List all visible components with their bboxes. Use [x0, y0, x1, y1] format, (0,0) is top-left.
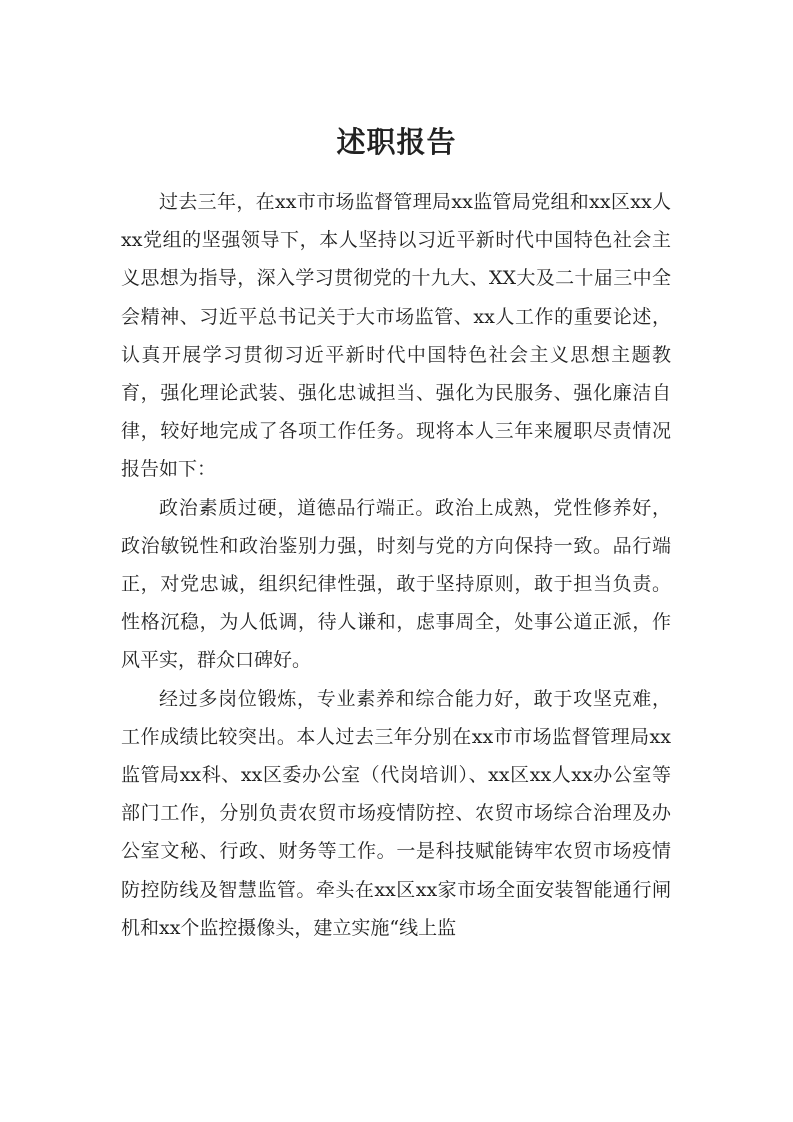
paragraph-work-experience: 经过多岗位锻炼，专业素养和综合能力好，敢于攻坚克难，工作成绩比较突出。本人过去三年分别在xx市市场监督管理局xx监管局xx科、xx区委办公室（代岗培训）、xx区xx人xx办公室等部门工作，分别负责农贸市场疫情防控、农贸市场综合治理及办公室文秘、行政、财务等工作。一是科技赋能铸牢农贸市场疫情防控防线及智慧监管。牵头在xx区xx家市场全面安装智能通行闸机和xx个监控摄像头，建立实施“线上监	[121, 687, 671, 939]
paragraph-political-quality: 政治素质过硬，道德品行端正。政治上成熟，党性修养好，政治敏锐性和政治鉴别力强，时刻与党的方向保持一致。品行端正，对党忠诚，组织纪律性强，敢于坚持原则，敢于担当负责。性格沉稳，为人低调，待人谦和，虑事周全，处事公道正派，作风平实，群众口碑好。	[121, 496, 671, 672]
document-body	[121, 183, 671, 947]
paragraph-intro: 过去三年，在xx市市场监督管理局xx监管局党组和xx区xx人xx党组的坚强领导下，本人坚持以习近平新时代中国特色社会主义思想为指导，深入学习贯彻党的十九大、XX大及二十届三中全会精神、习近平总书记关于大市场监管、xx人工作的重要论述，认真开展学习贯彻习近平新时代中国特色社会主义思想主题教育，强化理论武装、强化忠诚担当、强化为民服务、强化廉洁自律，较好地完成了各项工作任务。现将本人三年来履职尽责情况报告如下：	[121, 191, 671, 481]
document-title: 述职报告	[336, 125, 457, 159]
